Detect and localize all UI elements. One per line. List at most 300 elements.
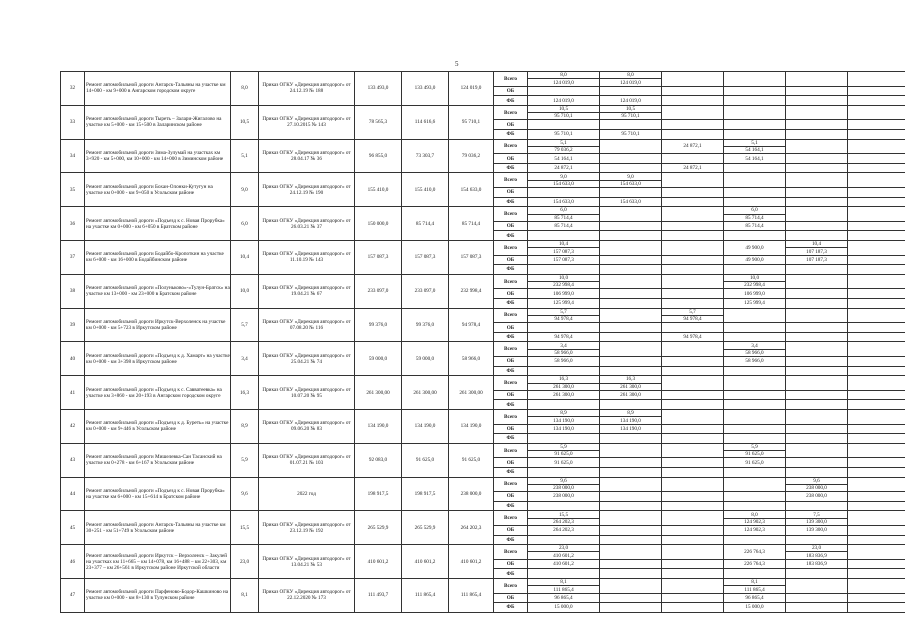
empty-cell [848,96,905,106]
funding-value: 96 865,4 [528,593,600,603]
funding-value [724,332,786,342]
funding-value [724,105,786,120]
funding-value [600,569,662,579]
funding-value [724,265,786,275]
funding-value [724,366,786,376]
empty-cell [848,366,905,376]
road-repair-table [60,71,905,613]
funding-value [600,366,662,376]
funding-value [786,366,848,376]
cost-total: 232 998,4 [449,274,494,308]
cost-total: 95 710,1 [449,105,494,139]
length-km: 8,0 [231,72,259,106]
table-row [61,477,905,492]
length-km: 5,9 [231,443,259,477]
funding-value: 125 999,4 [724,299,786,309]
funding-value [662,207,724,222]
funding-label-ob: ОБ [494,154,528,164]
funding-value [662,366,724,376]
road-name: Ремонт автомобильной дороги Бодайбо-Кропоткин на участке км 6+000 - км 16+000 в Бодайбинском районе [85,240,231,274]
empty-cell [848,443,905,458]
funding-value [662,559,724,569]
funding-value: 9,0 154 633,0 [528,173,600,188]
funding-value [662,130,724,140]
funding-value [786,332,848,342]
row-number: 36 [61,207,85,241]
empty-cell [848,139,905,154]
funding-value [662,342,724,357]
empty-cell [848,173,905,188]
funding-value [528,501,600,511]
empty-cell [848,511,905,526]
funding-value: 10,0 232 998,4 [724,274,786,289]
funding-value [786,357,848,367]
funding-value: 49 900,0 [724,255,786,265]
cost-total: 58 966,0 [449,342,494,376]
funding-label-ob: ОБ [494,188,528,198]
funding-value [662,434,724,444]
funding-value [662,265,724,275]
road-name: Ремонт автомобильной дороги Бохан-Олонки-Кутугун на участке км 0+000 - км 9+050 в Усольском районе [85,173,231,207]
empty-cell [848,289,905,299]
funding-label-total: Всего [494,308,528,323]
funding-value [786,342,848,357]
funding-value [662,535,724,545]
cost-contract: 410 601,2 [402,545,449,579]
cost-estimate: 410 601,2 [355,545,402,579]
funding-value: 54 164,1 [528,154,600,164]
funding-value: 226 764,3 [724,559,786,569]
table-row [61,578,905,593]
cost-total: 261 300,00 [449,376,494,410]
funding-value [662,274,724,289]
order-document: Приказ ОГКУ «Дирекция автодорог» от 01.07.21 № 103 [259,443,355,477]
empty-cell [848,154,905,164]
funding-value: 10,5 95 710,1 [600,105,662,120]
cost-estimate: 198 917,5 [355,477,402,511]
funding-label-fb: ФБ [494,467,528,477]
road-name: Ремонт автомобильной дороги Мишелевка-Сан Тасанский на участке км 0+278 - км 6+167 в Усольском районе [85,443,231,477]
funding-value: 24 872,1 [662,163,724,173]
funding-value [600,434,662,444]
funding-value [786,409,848,424]
funding-value [724,323,786,333]
funding-value [528,120,600,130]
funding-value [600,289,662,299]
funding-value [662,569,724,579]
funding-label-fb: ФБ [494,231,528,241]
order-document: Приказ ОГКУ «Дирекция автодорог» от 07.08.20 № 116 [259,308,355,342]
page-number: 5 [455,60,459,68]
empty-cell [848,458,905,468]
funding-value [662,501,724,511]
funding-value [600,342,662,357]
funding-value [600,559,662,569]
funding-value: 16,3 261 300,0 [528,376,600,391]
empty-cell [848,492,905,502]
funding-value [662,96,724,106]
empty-cell [848,299,905,309]
funding-value [724,163,786,173]
funding-value [600,545,662,560]
empty-cell [848,400,905,410]
funding-label-total: Всего [494,72,528,87]
funding-label-total: Всего [494,443,528,458]
funding-value: 261 300,0 [528,390,600,400]
funding-value [662,458,724,468]
funding-value [662,299,724,309]
funding-label-total: Всего [494,274,528,289]
funding-value: 154 633,0 [528,197,600,207]
row-number: 44 [61,477,85,511]
funding-label-fb: ФБ [494,603,528,613]
funding-value: 139 300,0 [786,526,848,536]
empty-cell [848,332,905,342]
funding-value [662,477,724,492]
empty-cell [848,390,905,400]
funding-label-total: Всего [494,376,528,391]
table-row [61,409,905,424]
funding-value: 8,0 124 902,3 [724,511,786,526]
funding-value [662,409,724,424]
funding-value: 85 714,4 [528,221,600,231]
funding-value [600,535,662,545]
funding-value [600,511,662,526]
empty-cell [848,72,905,87]
row-number: 32 [61,72,85,106]
funding-value [600,240,662,255]
cost-contract: 114 616,6 [402,105,449,139]
funding-value: 94 978,4 [528,332,600,342]
empty-cell [848,240,905,255]
funding-value [786,265,848,275]
funding-value [600,593,662,603]
cost-estimate: 59 000,0 [355,342,402,376]
row-number: 34 [61,139,85,173]
funding-value: 5,9 91 625,0 [528,443,600,458]
cost-contract: 265 529,9 [402,511,449,545]
road-name: Ремонт автомобильной дороги «Подъезд к с. Новая Прорубка» на участке км 6+000 - км 15+614 в Братском районе [85,477,231,511]
funding-value [724,501,786,511]
funding-value: 8,0 124 019,0 [600,72,662,87]
funding-value [662,231,724,241]
cost-total: 111 865,4 [449,578,494,612]
funding-value [724,120,786,130]
funding-label-total: Всего [494,545,528,560]
length-km: 8,9 [231,409,259,443]
funding-value: 54 164,1 [724,154,786,164]
funding-value [662,72,724,87]
road-name: Ремонт автомобильной дороги Иркутск – Верхоленск – Закулей на участках км 11+665 – км 14+078, км 16+488 – км 22+303, км 23+377 – км 26+561 в Иркутском районе Иркутской области [85,545,231,579]
cost-estimate: 92 083,0 [355,443,402,477]
table-row [61,376,905,391]
funding-value [600,357,662,367]
funding-label-total: Всего [494,342,528,357]
table-row [61,139,905,154]
cost-contract: 198 917,5 [402,477,449,511]
funding-value [600,578,662,593]
funding-value [528,400,600,410]
empty-cell [848,163,905,173]
order-document: Приказ ОГКУ «Дирекция автодорог» от 25.04.21 № 74 [259,342,355,376]
funding-value [600,443,662,458]
funding-label-total: Всего [494,511,528,526]
empty-cell [848,130,905,140]
funding-value [600,299,662,309]
funding-value: 10,4 107 187,3 [786,240,848,255]
funding-value [662,197,724,207]
funding-value [662,578,724,593]
road-name: Ремонт автомобильной дороги Иркутск-Верхоленск на участке км 0+000 - км 5+723 в Иркутском районе [85,308,231,342]
funding-value: 91 625,0 [528,458,600,468]
funding-value [786,86,848,96]
table-row [61,511,905,526]
empty-cell [848,501,905,511]
empty-cell [848,526,905,536]
funding-value [600,526,662,536]
funding-value [662,545,724,560]
cost-total: 238 000,0 [449,477,494,511]
row-number: 43 [61,443,85,477]
table-row [61,105,905,120]
funding-value [786,569,848,579]
length-km: 10,4 [231,240,259,274]
funding-value [724,197,786,207]
funding-label-ob: ОБ [494,255,528,265]
table-row [61,342,905,357]
funding-value [786,105,848,120]
funding-value [724,188,786,198]
table-row [61,308,905,323]
cost-estimate: 99 376,0 [355,308,402,342]
funding-value [786,578,848,593]
funding-value: 85 714,4 [724,221,786,231]
road-name: Ремонт автомобильной дороги Тыреть – Залари-Жигалово на участке км 5+000 - км 15+500 в Заларинском районе [85,105,231,139]
table-row [61,240,905,255]
cost-contract: 133 493,0 [402,72,449,106]
funding-value [786,274,848,289]
row-number: 42 [61,409,85,443]
empty-cell [848,221,905,231]
funding-value [600,163,662,173]
table-row [61,207,905,222]
funding-value: 15,5 264 202,3 [528,511,600,526]
funding-value: 8,9 134 190,0 [600,409,662,424]
funding-label-total: Всего [494,240,528,255]
funding-value: 124 019,0 [600,96,662,106]
funding-value: 8,9 134 190,0 [528,409,600,424]
cost-estimate: 133 493,0 [355,72,402,106]
funding-label-fb: ФБ [494,299,528,309]
funding-value [600,86,662,96]
empty-cell [848,376,905,391]
empty-cell [848,593,905,603]
funding-label-ob: ОБ [494,593,528,603]
funding-value: 154 633,0 [600,197,662,207]
funding-value [786,535,848,545]
row-number: 41 [61,376,85,410]
funding-label-total: Всего [494,207,528,222]
funding-value: 8,1 111 865,4 [528,578,600,593]
order-document: Приказ ОГКУ «Дирекция автодорог» от 19.04.21 № 67 [259,274,355,308]
cost-estimate: 233 097,0 [355,274,402,308]
order-document: Приказ ОГКУ «Дирекция автодорог» от 28.04.17 № 36 [259,139,355,173]
funding-value [662,526,724,536]
road-name: Ремонт автомобильной дороги «Подъезд к д. Хамарт» на участке км 0+000 - км 3+398 в Иркутском районе [85,342,231,376]
funding-value: 9,6 238 000,0 [528,477,600,492]
road-name: Ремонт автомобильной дороги «Подъезд к д. Буреть» на участке км 0+000 - км 9+446 в Усольском районе [85,409,231,443]
funding-value [662,443,724,458]
funding-label-fb: ФБ [494,332,528,342]
length-km: 3,4 [231,342,259,376]
road-name: Ремонт автомобильной дороги Зима-Зулумай на участках км 3+920 - км 5+000, км 10+000 - км 14+000 в Зиминском районе [85,139,231,173]
funding-value [528,467,600,477]
empty-cell [848,231,905,241]
funding-value: 9,6 238 000,0 [786,477,848,492]
funding-value [600,120,662,130]
cost-estimate: 96 855,0 [355,139,402,173]
funding-value [786,207,848,222]
cost-contract: 134 190,0 [402,409,449,443]
funding-value [786,299,848,309]
funding-value: 95 710,1 [528,130,600,140]
funding-value [600,467,662,477]
row-number: 45 [61,511,85,545]
funding-value [724,308,786,323]
funding-value [662,467,724,477]
row-number: 35 [61,173,85,207]
funding-value: 6,0 85 714,4 [528,207,600,222]
cost-total: 91 625,0 [449,443,494,477]
cost-total: 134 190,0 [449,409,494,443]
cost-total: 79 036,2 [449,139,494,173]
funding-value: 134 190,0 [528,424,600,434]
table-row [61,173,905,188]
funding-value [662,86,724,96]
funding-value [786,501,848,511]
funding-value [786,130,848,140]
table-row [61,545,905,560]
funding-label-total: Всего [494,578,528,593]
length-km: 9,0 [231,173,259,207]
table-row [61,443,905,458]
funding-value [600,308,662,323]
road-name: Ремонт автомобильной дороги Парфеново-Бодор-Кашкиново на участке км 0+000 - км 8+130 в Тулунском районе [85,578,231,612]
cost-estimate: 155 410,0 [355,173,402,207]
funding-value: 16,3 261 300,0 [600,376,662,391]
cost-estimate: 150 000,0 [355,207,402,241]
empty-cell [848,434,905,444]
cost-estimate: 78 565,3 [355,105,402,139]
funding-value: 106 999,0 [724,289,786,299]
funding-label-ob: ОБ [494,559,528,569]
order-document: Приказ ОГКУ «Дирекция автодорог» от 23.12.19 № 192 [259,511,355,545]
empty-cell [848,424,905,434]
funding-label-ob: ОБ [494,120,528,130]
funding-value [662,188,724,198]
funding-value [724,409,786,424]
funding-label-fb: ФБ [494,400,528,410]
funding-value [786,458,848,468]
funding-value [786,72,848,87]
empty-cell [848,265,905,275]
funding-value [724,130,786,140]
cost-contract: 85 714,4 [402,207,449,241]
funding-value: 15 000,0 [724,603,786,613]
funding-value [662,400,724,410]
funding-value: 10,4 157 087,3 [528,240,600,255]
funding-value [786,400,848,410]
funding-label-ob: ОБ [494,390,528,400]
funding-value [662,289,724,299]
funding-label-total: Всего [494,173,528,188]
empty-cell [848,105,905,120]
empty-cell [848,308,905,323]
cost-total: 410 601,2 [449,545,494,579]
funding-label-total: Всего [494,139,528,154]
funding-value [662,424,724,434]
funding-value [786,434,848,444]
cost-total: 94 978,4 [449,308,494,342]
funding-label-total: Всего [494,409,528,424]
cost-estimate: 265 529,9 [355,511,402,545]
empty-cell [848,342,905,357]
funding-value [600,477,662,492]
funding-value [528,434,600,444]
length-km: 6,0 [231,207,259,241]
funding-value: 183 836,9 [786,559,848,569]
order-document: Приказ ОГКУ «Дирекция автодорог» от 26.03.21 № 37 [259,207,355,241]
funding-label-ob: ОБ [494,424,528,434]
funding-label-fb: ФБ [494,163,528,173]
empty-cell [848,207,905,222]
funding-label-fb: ФБ [494,501,528,511]
funding-value [724,535,786,545]
funding-value [724,173,786,188]
funding-value [786,323,848,333]
cost-estimate: 157 087,3 [355,240,402,274]
funding-value [662,255,724,265]
length-km: 16,3 [231,376,259,410]
empty-cell [848,603,905,613]
funding-value [600,207,662,222]
cost-contract: 91 625,0 [402,443,449,477]
empty-cell [848,569,905,579]
funding-value [528,86,600,96]
empty-cell [848,477,905,492]
funding-label-ob: ОБ [494,357,528,367]
order-document: 2022 год [259,477,355,511]
funding-value [786,467,848,477]
funding-value [528,535,600,545]
funding-value [786,139,848,154]
road-name: Ремонт автомобильной дороги «Подъезд к с. Новая Прорубка» на участке км 0+000 - км 6+050 в Братском районе [85,207,231,241]
funding-value [724,400,786,410]
funding-value [786,197,848,207]
cost-contract: 233 097,0 [402,274,449,308]
funding-value: 8,1 111 865,4 [724,578,786,593]
funding-value [724,72,786,87]
funding-value: 5,9 91 625,0 [724,443,786,458]
funding-value [662,376,724,391]
funding-value [724,376,786,391]
road-name: Ремонт автомобильной дороги Ангарск-Тальяны на участке км 30+251 - км 51+749 в Усольском районе [85,511,231,545]
funding-value [600,458,662,468]
funding-value [786,390,848,400]
funding-value: 261 300,0 [600,390,662,400]
funding-value [786,376,848,391]
funding-value: 124 902,3 [724,526,786,536]
